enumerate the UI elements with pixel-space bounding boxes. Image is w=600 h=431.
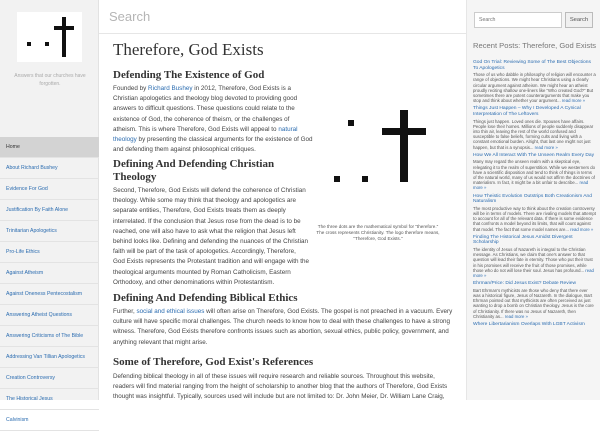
text-span: Many may regard the unseen realm with a skeptical eye, relegating it to the realm of superstition. While we westerners do have a scientific disposition and tend to think of things in terms of the natural world, many of us would not affirm the doctrines of materialism. In fact, it might be a bit unfair to describe... xyxy=(473,159,596,186)
section-heading-references: Some of Therefore, God Exist's References xyxy=(113,356,314,368)
read-more-link[interactable]: read more » xyxy=(473,180,589,191)
section-heading-theology: Defining And Defending Christian Theology xyxy=(113,158,275,184)
therefore-cross-logo-icon xyxy=(17,12,82,62)
site-logo[interactable] xyxy=(17,12,82,62)
post-title-link[interactable]: Things Just Happen – Why I Developed A Cynical Interpretation of The Leftovers xyxy=(473,106,581,117)
main-search-input[interactable]: Search xyxy=(109,9,151,24)
sidebar-nav xyxy=(0,137,99,431)
sidebar-item-bible-criticisms[interactable]: Answering Criticisms of The Bible xyxy=(0,326,99,347)
read-more-link[interactable]: read more » xyxy=(504,313,528,319)
post-excerpt xyxy=(473,288,596,319)
post-excerpt xyxy=(473,119,596,150)
text-span: The most productive way to think about the creation controversy will be in terms of models. There are rivaling models that attempt to account for all of the relevant data. If there is some evidence that confronts a model beyond its limits, that will count against that model. The fact that some model names are... xyxy=(473,205,596,232)
post-title-link[interactable]: How Theistic Evolution Outstrips Both Creationism And Naturalism xyxy=(473,193,592,205)
post-title-link[interactable]: Finding The Historical Jesus Amidst Divergent Scholarship xyxy=(473,234,573,246)
list-item xyxy=(473,235,596,278)
text-span: The identity of Jesus of Nazareth is integral to the Christian message. As Christians, we claim that one's answer to that question will lead their fate in eternity. Those who put their trust in his promises will receive the fruit of those promises, while those who do not will lose their soul. Jesus has profound... xyxy=(473,247,593,273)
sidebar-item-home[interactable]: Home xyxy=(0,137,99,158)
sidebar-item-about[interactable]: About Richard Bushey xyxy=(0,158,99,179)
sidebar-search-input[interactable] xyxy=(474,12,562,28)
sidebar-item-historical-jesus[interactable]: The Historical Jesus xyxy=(0,389,99,410)
right-sidebar xyxy=(466,0,600,400)
text-span: Things just happen. Loved ones die. Spouses have affairs. People lose their homes. Millions of people suddenly disappear into thin air, leaving the rest of the world confused and susceptible to false beliefs, forming cults and living with a constant emotional burden. Alright, that last one might not just happen, but that is a synopsis... xyxy=(473,118,594,150)
text-span: Further, xyxy=(113,308,137,315)
section-heading-existence: Defending The Existence of God xyxy=(113,69,265,81)
text-span: by presenting the classical arguments for the existence of God and defending them against philosophical critiques. xyxy=(113,136,313,154)
left-sidebar xyxy=(0,0,99,423)
post-title-link[interactable]: Ehrman/Price: Did Jesus Exist? Debate Review xyxy=(473,281,577,287)
sidebar-item-evidence-for-god[interactable]: Evidence For God xyxy=(0,179,99,200)
sidebar-item-justification[interactable]: Justification By Faith Alone xyxy=(0,200,99,221)
post-excerpt xyxy=(473,72,596,103)
list-item xyxy=(473,194,596,232)
text-span: in 2012, Therefore, God Exists is a Christian apologetics and theology blog devoted to providing good answers to difficult questions. These questions could relate to the existence of God, the coherence of theism, or the challenges of atheism. This is where Therefore, God Exists will appeal to xyxy=(113,85,298,133)
list-item xyxy=(473,281,596,319)
text-span: Bart Ehrman's mythicists are those who deny that there ever was a historical figure, Jesus of Nazareth. In the dialogue, Bart Ehrman pointed out that mythicists are often perceived as just wanting to drop a bomb on Christian theology. Jesus is the core of Christianity. If there was no Jesus of Nazareth, then Christianity as... xyxy=(473,287,594,319)
recent-posts-list xyxy=(473,60,596,331)
sidebar-item-oneness[interactable]: Against Oneness Pentecostalism xyxy=(0,284,99,305)
site-tagline: Answers that our churches have forgotten. xyxy=(14,73,86,87)
post-title-link[interactable]: Where Libertarianism Overlaps With LGBT Activism xyxy=(473,322,585,328)
sidebar-item-against-atheism[interactable]: Against Atheism xyxy=(0,263,99,284)
post-excerpt xyxy=(473,159,596,190)
section-text-theology: Second, Therefore, God Exists will defend the coherence of Christian theology. While some may think that theology and apologetics are separate entities, Therefore, God Exists treats them as deeply interrelated. If the conclusion that Jesus rose from the dead is to be reached, one will also have to ask what the religion that Jesus left behind looks like. Defining and defending the nuances of the Christian faith will be part of the task of apologetics. Accordingly, Therefore, God Exists represents the Protestant tradition and will engage with the theological arguments mounted by Roman Catholicism, Eastern Orthodoxy, and other denominations within Protestantism. xyxy=(113,187,310,286)
sidebar-item-trinitarian[interactable]: Trinitarian Apologetics xyxy=(0,221,99,242)
list-item xyxy=(473,60,596,103)
text-span: will often arise on Therefore, God Exists. The gospel is not preached in a vacuum. Every culture will have specific moral challenges. The church needs to know how to deal with these challenges to have a strong witness. Therefore, God Exists therefore confronts issues such as abortion, sexual ethics, public policy, government, and anything relevant that might arise. xyxy=(113,308,453,346)
sidebar-item-van-til[interactable]: Addressing Van Tillian Apologetics xyxy=(0,347,99,368)
sidebar-item-creation[interactable]: Creation Controversy xyxy=(0,368,99,389)
section-text-references: Defending biblical theology in all of these issues will require research and reliable sources. Throughout this website, readers will find material ranging from the height of scholarship to another blog that the authors of Therefore, God Exists thought was insightful. Typically, sources used will include but are not limited to: Dr. John Meier, Dr. William Lane Craig, xyxy=(113,373,448,401)
text-span: Those of us who dabble in philosophy of religion will encounter a range of objections. We might hear Christians using a clearly circular argument against atheism. We might hear an atheist proudly reciting shallow one-liners like “Who created God?” But sometimes there are potent counterarguments that make you stop and think about whether your argument... xyxy=(473,72,596,104)
text-span: Founded by xyxy=(113,85,149,92)
recent-posts-heading: Recent Posts: Therefore, God Exists xyxy=(473,41,597,50)
section-text-existence xyxy=(113,84,313,155)
post-excerpt xyxy=(473,206,596,232)
link-social-ethical-issues[interactable]: social and ethical issues xyxy=(136,308,205,315)
page-title: Therefore, God Exists xyxy=(113,40,264,59)
list-item xyxy=(473,106,596,149)
sidebar-item-calvinism[interactable]: Calvinism xyxy=(0,410,99,431)
read-more-link[interactable]: read more » xyxy=(561,98,586,104)
section-text-ethics xyxy=(113,307,453,348)
main-content xyxy=(99,0,466,400)
list-item xyxy=(473,322,596,328)
therefore-cross-figure-icon xyxy=(314,110,439,220)
sidebar-search-button[interactable]: Search xyxy=(565,12,593,28)
post-title-link[interactable]: How We All Interact With The Unseen Realm Every Day xyxy=(473,152,595,158)
list-item xyxy=(473,153,596,191)
section-heading-ethics: Defining And Defending Biblical Ethics xyxy=(113,292,298,304)
sidebar-item-pro-life[interactable]: Pro-Life Ethics xyxy=(0,242,99,263)
sidebar-item-atheist-questions[interactable]: Answering Atheist Questions xyxy=(0,305,99,326)
link-richard-bushey[interactable]: Richard Bushey xyxy=(148,85,193,92)
read-more-link[interactable]: read more » xyxy=(570,226,594,232)
read-more-link[interactable]: read more » xyxy=(534,144,558,150)
top-search-bar[interactable] xyxy=(99,0,466,34)
figure-caption: The three dots are the mathematical symbol for "therefore." The cross represents Christianity. The logo therefore means, "Therefore, God Exists." xyxy=(316,224,440,242)
post-title-link[interactable]: God On Trial: Reviewing Some of The Best Objections To Apologetics xyxy=(473,60,591,71)
post-excerpt xyxy=(473,247,596,278)
read-more-link[interactable]: read more » xyxy=(473,267,594,279)
link-natural-theology[interactable]: natural theology xyxy=(113,125,298,144)
